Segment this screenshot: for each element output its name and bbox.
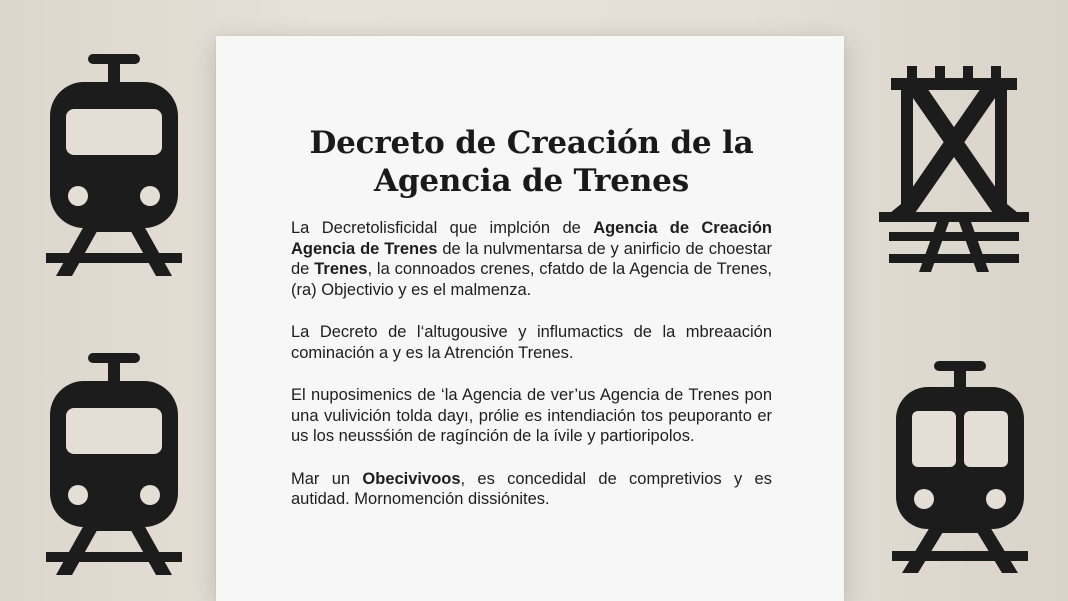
railway-gantry-icon — [879, 66, 1029, 276]
document-body — [291, 218, 772, 510]
text-run: Mar un — [291, 469, 363, 488]
title-line-1: Decreto de Creación de la — [309, 125, 754, 161]
body-paragraph — [291, 469, 772, 510]
bold-text-run: Obecivivoos — [362, 469, 461, 488]
document-sheet — [216, 36, 844, 601]
bold-text-run: Agencia de Creación Agencia de Trenes — [291, 219, 772, 258]
text-run: La Decreto de l‘altugousive y influmactics de la mbreaación cominación a y es la Atrención Trenes. — [291, 323, 772, 362]
text-run: , es concedidal de compretivios y es autidad. Mornomención dissiónites. — [291, 469, 772, 508]
document-title — [291, 124, 772, 200]
bold-text-run: Trenes — [314, 260, 368, 278]
body-paragraph — [291, 385, 772, 447]
text-run: El nuposimenics de ‘la Agencia de ver’us Agencia de Trenes pon una vulivición tolda dayı, prólie es intendiación tos peuporanto er us los neussśión de ragínción de la ívile y partioripolos. — [291, 386, 772, 445]
text-run: de la nulvmentarsa de y anirficio de choestar de — [291, 239, 773, 278]
train-icon — [890, 361, 1030, 576]
text-run: , la connoados crenes, cfatdo de la Agencia de Trenes, (ra) Objectivio y es el malmenza. — [291, 260, 772, 299]
train-icon — [44, 54, 184, 279]
train-icon — [44, 353, 184, 578]
body-paragraph — [291, 322, 772, 363]
text-run: La Decretolisficidal que implсión de — [291, 219, 594, 237]
body-paragraph — [291, 218, 772, 300]
title-line-2: Agencia de Trenes — [374, 163, 689, 199]
